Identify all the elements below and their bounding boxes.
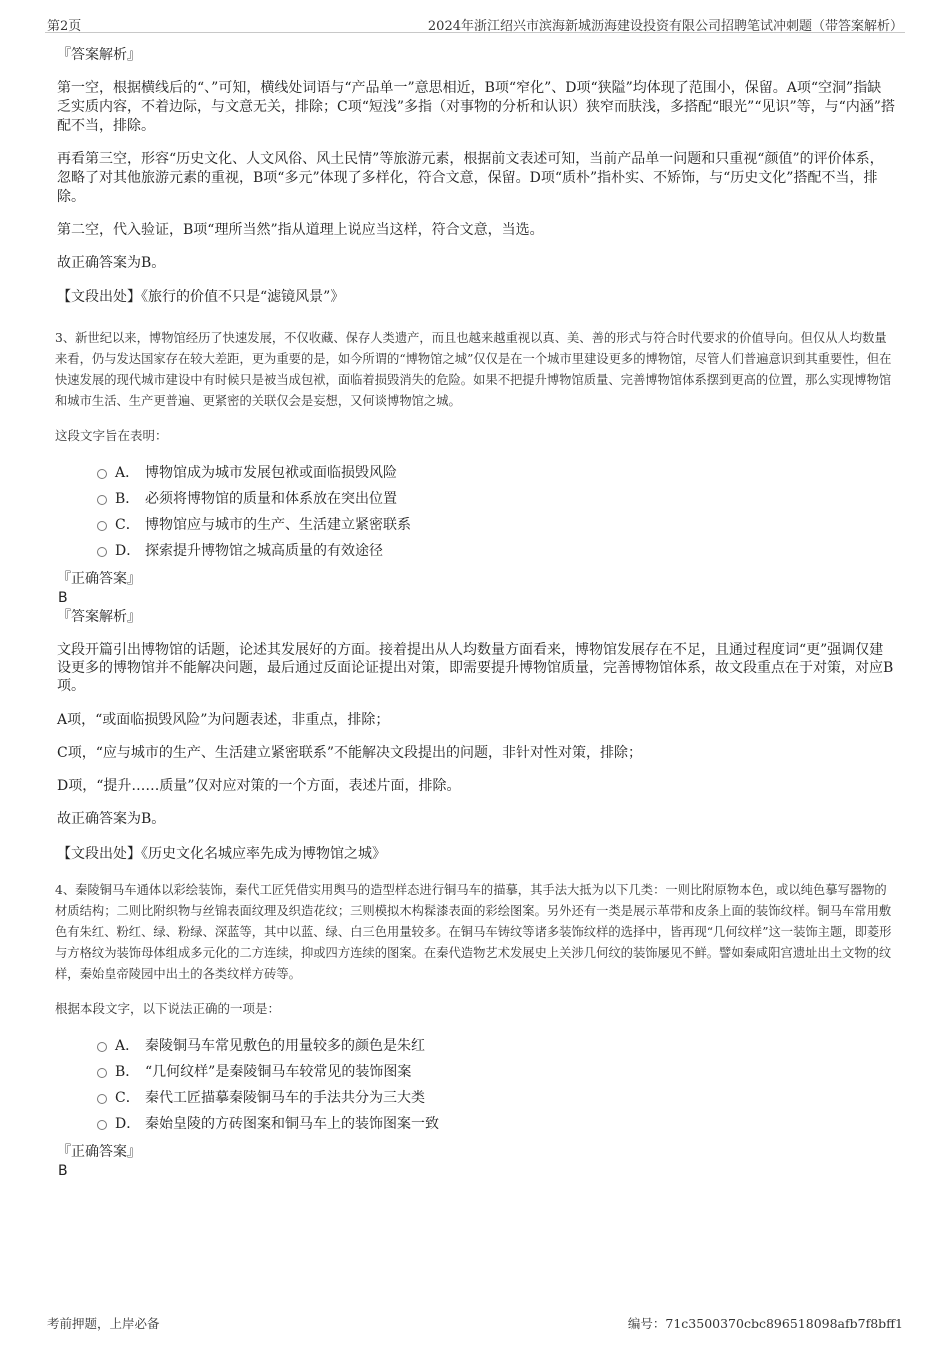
- radio-icon[interactable]: [97, 521, 107, 531]
- q3-analysis-p3: C项，“应与城市的生产、生活建立紧密联系”不能解决文段提出的问题，非针对性对策，排除；: [57, 745, 643, 761]
- q4-stem: 4、秦陵铜马车通体以彩绘装饰，秦代工匠凭借实用舆马的造型样态进行铜马车的描摹，其手法大抵为以下几类：一则比附原物本色，或以纯色摹写器物的材质结构；二则比附织物与丝锦表面纹理及织造花纹；三则模拟木构髹漆表面的彩绘图案。另外还有一类是展示革带和皮条上面的装饰纹样。铜马车常用敷色有朱红、粉红、绿、粉绿、深蓝等，其中以蓝、绿、白三色用量较多。在铜马车铸纹等诸多装饰纹样的选择中，皆再现“几何纹样”这一装饰主题，即菱形与方格纹为装饰母体组成多元化的二方连续，抑或四方连续的图案。在秦代造物艺术发展史上关涉几何纹的装饰屡见不鲜。譬如秦咸阳宫遗址出土文物的纹样，秦始皇帝陵园中出土的各类纹样方砖等。: [55, 883, 892, 981]
- q4-answer-label: 『正确答案』: [57, 1144, 141, 1160]
- radio-icon[interactable]: [97, 1120, 107, 1130]
- q3-analysis-p5: 故正确答案为B。: [57, 811, 166, 827]
- radio-icon[interactable]: [97, 1068, 107, 1078]
- q2-source: 【文段出处】《旅行的价值不只是“滤镜风景”》: [57, 289, 345, 305]
- q3-answer: B: [58, 590, 68, 606]
- page-header: [45, 12, 905, 33]
- q3-stem: 3、新世纪以来，博物馆经历了快速发展，不仅收藏、保存人类遗产，而且也越来越重视以真、美、善的形式与符合时代要求的价值导向。但仅从人均数量来看，仍与发达国家存在较大差距，更为重要的是，如今所谓的“博物馆之城”仅仅是在一个城市里建设更多的博物馆，尽管人们普遍意识到其重要性，但在快速发展的现代城市建设中有时候只是被当成包袱，面临着损毁消失的危险。如果不把提升博物馆质量、完善博物馆体系摆到更高的位置，那么实现博物馆和城市生活、生产更普遍、更紧密的关联仅会是妄想，又何谈博物馆之城。: [55, 331, 892, 408]
- q4-option-c[interactable]: C． 秦代工匠描摹秦陵铜马车的手法共分为三大类: [97, 1085, 895, 1111]
- radio-icon[interactable]: [97, 469, 107, 479]
- q3-option-b[interactable]: B． 必须将博物馆的质量和体系放在突出位置: [97, 486, 895, 512]
- q3-prompt: 这段文字旨在表明：: [55, 428, 168, 443]
- radio-icon[interactable]: [97, 547, 107, 557]
- q2-analysis-p4: 故正确答案为B。: [57, 255, 166, 271]
- q3-analysis-p4: D项，“提升……质量”仅对应对策的一个方面，表述片面，排除。: [57, 778, 461, 794]
- q2-analysis-label: 『答案解析』: [57, 47, 141, 63]
- document-title: 2024年浙江绍兴市滨海新城沥海建设投资有限公司招聘笔试冲刺题（带答案解析）: [427, 19, 903, 34]
- q3-source: 【文段出处】《历史文化名城应率先成为博物馆之城》: [57, 846, 386, 862]
- radio-icon[interactable]: [97, 1042, 107, 1052]
- q4-option-a[interactable]: A． 秦陵铜马车常见敷色的用量较多的颜色是朱红: [97, 1033, 895, 1059]
- q3-option-a[interactable]: A． 博物馆成为城市发展包袱或面临损毁风险: [97, 460, 895, 486]
- radio-icon[interactable]: [97, 495, 107, 505]
- q3-analysis-p1: 文段开篇引出博物馆的话题，论述其发展好的方面。接着提出从人均数量方面看来，博物馆发展存在不足，且通过程度词“更”强调仅建设更多的博物馆并不能解决问题，最后通过反面论证提出对策，即需要提升博物馆质量，完善博物馆体系，故文段重点在于对策，对应B项。: [57, 642, 894, 694]
- q2-analysis-p1: 第一空，根据横线后的“、”可知，横线处词语与“产品单一”意思相近，B项“窄化”、D项“狭隘”均体现了范围小，保留。A项“空洞”指缺乏实质内容，不着边际，与文意无关，排除；C项“短浅”多指（对事物的分析和认识）狭窄而肤浅，多搭配“眼光”“见识”等，与“内涵”搭配不当，排除。: [57, 80, 895, 134]
- q3-options: [55, 460, 895, 564]
- q3-option-c[interactable]: C． 博物馆应与城市的生产、生活建立紧密联系: [97, 512, 895, 538]
- q4-option-d[interactable]: D． 秦始皇陵的方砖图案和铜马车上的装饰图案一致: [97, 1111, 895, 1137]
- q4-option-b[interactable]: B． “几何纹样”是秦陵铜马车较常见的装饰图案: [97, 1059, 895, 1085]
- page-number: 第2页: [47, 19, 82, 34]
- q3-analysis-label: 『答案解析』: [57, 609, 141, 625]
- q3-analysis-p2: A项，“或面临损毁风险”为问题表述，非重点，排除；: [57, 712, 390, 728]
- q4-options: [55, 1033, 895, 1137]
- footer-slogan: 考前押题，上岸必备: [47, 1316, 160, 1331]
- main-content: [55, 46, 895, 1181]
- q2-analysis-p2: 再看第三空，形容“历史文化、人文风俗、风土民情”等旅游元素，根据前文表述可知，当前产品单一问题和只重视“颜值”的评价体系，忽略了对其他旅游元素的重视，B项“多元”体现了多样化，符合文意，保留。D项“质朴”指朴实、不矫饰，与“历史文化”搭配不当，排除。: [57, 151, 884, 205]
- radio-icon[interactable]: [97, 1094, 107, 1104]
- q3-answer-label: 『正确答案』: [57, 571, 141, 587]
- document-code: 编号：71c3500370cbc896518098afb7f8bff1: [627, 1316, 903, 1331]
- q4-answer: B: [58, 1163, 68, 1179]
- q4-prompt: 根据本段文字，以下说法正确的一项是：: [55, 1001, 281, 1016]
- q3-option-d[interactable]: D． 探索提升博物馆之城高质量的有效途径: [97, 538, 895, 564]
- q2-analysis-p3: 第二空，代入验证，B项“理所当然”指从道理上说应当这样，符合文意，当选。: [57, 222, 544, 238]
